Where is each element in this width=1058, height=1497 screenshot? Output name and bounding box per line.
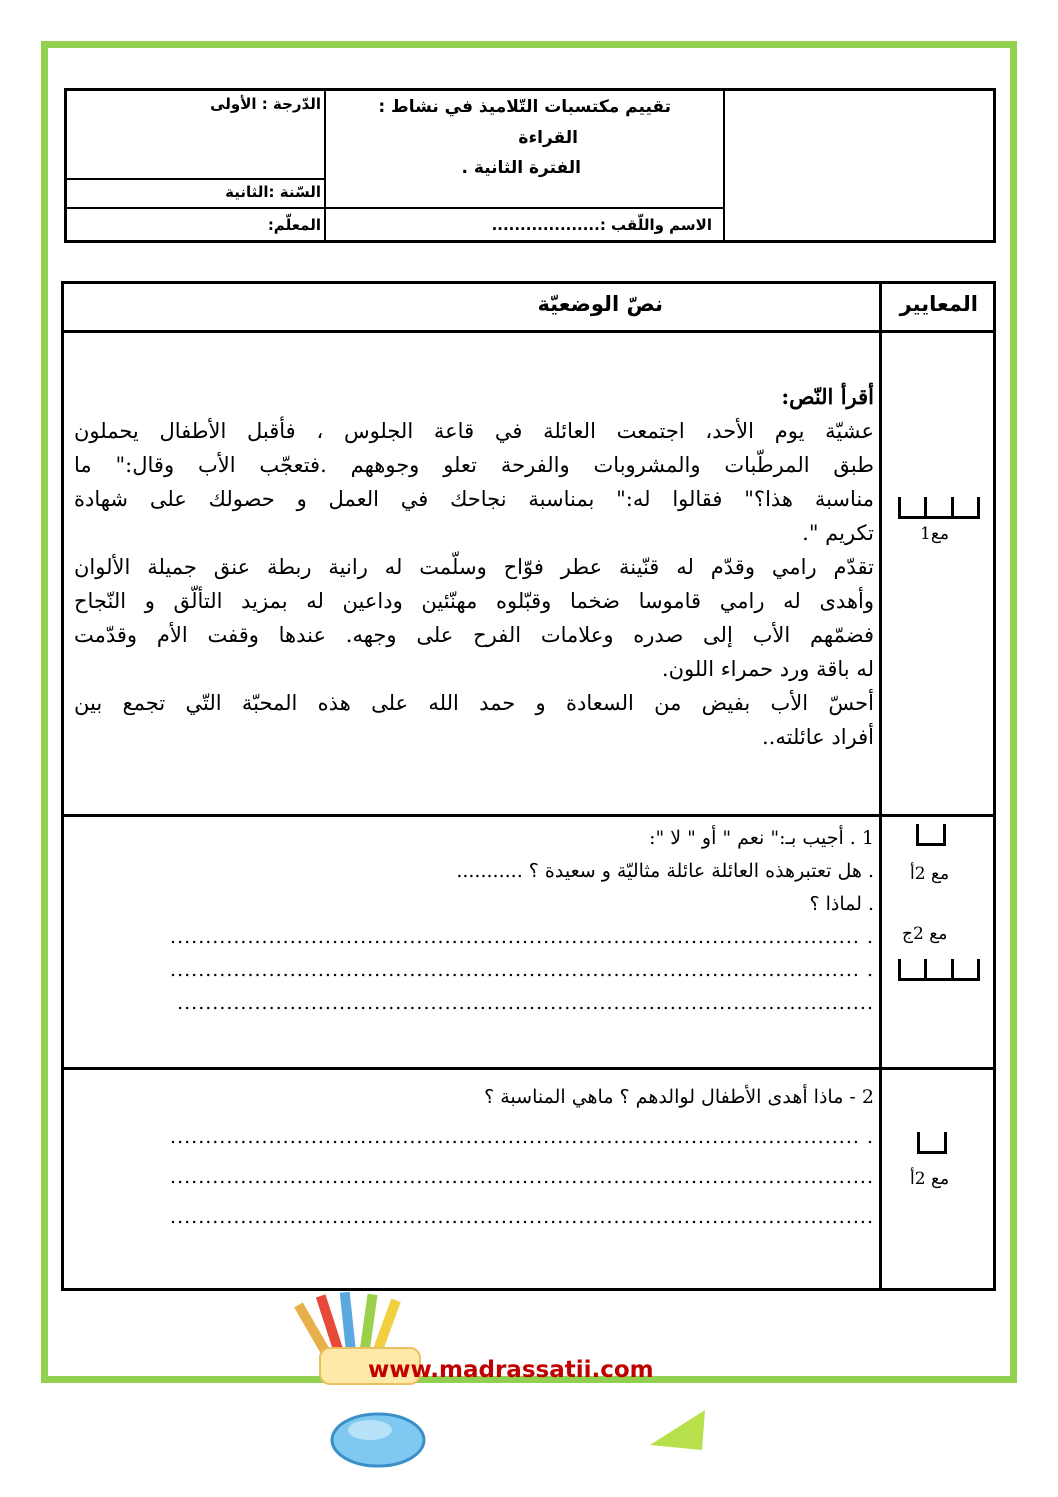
answer-line[interactable]: . .................................................................................................. xyxy=(170,1126,874,1148)
score-boxes xyxy=(898,497,980,519)
criterion-2c: مع 2ج xyxy=(902,924,948,944)
passage-line: مناسبة هذا؟" فقالوا له:" بمناسبة نجاحك في العمل و حصولك على شهادة xyxy=(74,487,874,511)
row-divider xyxy=(64,330,993,333)
criterion-1: مع1 xyxy=(920,524,949,544)
header-row-divider xyxy=(67,178,324,180)
score-boxes xyxy=(917,1132,947,1154)
period-label: الفترة الثانية . xyxy=(461,158,581,178)
student-name-field: الاسم واللّقب :................... xyxy=(491,216,712,234)
website-link[interactable]: www.madrassatii.com xyxy=(368,1357,654,1383)
text-header: نصّ الوضعيّة xyxy=(537,292,663,316)
header-col-divider xyxy=(324,91,326,240)
row-divider xyxy=(64,1067,993,1070)
score-boxes xyxy=(916,824,946,846)
answer-line[interactable]: ................................................................................................... xyxy=(177,992,874,1014)
question-1-title: 1 . أجيب بـ:" نعم " أو " لا ": xyxy=(649,827,874,849)
criteria-header: المعايير xyxy=(899,292,978,316)
passage-line: عشيّة يوم الأحد، اجتمعت العائلة في قاعة الجلوس ، فأقبل الأطفال يحملون xyxy=(74,419,874,443)
header-col-divider xyxy=(723,91,725,240)
question-1 xyxy=(78,822,874,1020)
passage-line: تقدّم رامي وقدّم له قنّينة عطر فوّاح وسلّمت له رانية ربطة عنق جميلة الألوان xyxy=(74,555,874,579)
criterion-2a: مع 2أ xyxy=(910,864,950,884)
answer-line[interactable]: .................................................................................................... xyxy=(170,1166,874,1188)
header-row-divider xyxy=(67,207,723,209)
evaluation-title: تقييم مكتسبات التّلاميذ في نشاط : xyxy=(378,97,671,117)
header-table xyxy=(64,88,996,243)
score-boxes xyxy=(898,959,980,981)
answer-line[interactable]: .................................................................................................... xyxy=(170,1206,874,1228)
question-2-title: 2 - ماذا أهدى الأطفال لوالدهم ؟ ماهي المناسبة ؟ xyxy=(484,1086,874,1108)
criteria-divider xyxy=(879,284,882,1288)
passage-heading: أقرأ النّص: xyxy=(781,384,874,409)
passage-line: تكريم ". xyxy=(802,521,874,545)
answer-line[interactable]: . .................................................................................................. xyxy=(170,959,874,981)
year-label: السّنة :الثانية xyxy=(225,183,321,201)
passage-line: أفراد عائلته.. xyxy=(762,725,874,749)
degree-label: الدّرجة : الأولى xyxy=(210,95,321,113)
passage-line: طبق المرطّبات والمشروبات والفرحة تعلو وجوههم .فتعجّب الأب وقال:" ما xyxy=(74,453,874,477)
criterion-2a: مع 2أ xyxy=(910,1169,950,1189)
passage xyxy=(74,380,874,754)
row-divider xyxy=(64,814,993,817)
teacher-label: المعلّم: xyxy=(267,216,321,234)
passage-line: وأهدى له رامي قاموسا ضخما وقبّلوه مهنّئين وداعين له بمزيد التألّق و النّجاح xyxy=(74,589,874,613)
passage-line: فضمّهم الأب إلى صدره وعلامات الفرح على وجهه. عندها وقفت الأم وقدّمت xyxy=(74,623,874,647)
passage-line: له باقة ورد حمراء اللون. xyxy=(661,657,874,681)
question-1-line: . لماذا ؟ xyxy=(809,893,874,915)
question-2 xyxy=(74,1077,874,1237)
passage-line: أحسّ الأب بفيض من السعادة و حمد الله على هذه المحبّة التّي تجمع بين xyxy=(74,691,874,715)
answer-line[interactable]: . .................................................................................................. xyxy=(170,926,874,948)
activity-name: القراءة xyxy=(518,128,578,148)
question-1-line: . هل تعتبرهذه العائلة عائلة مثاليّة و سعيدة ؟ ........... xyxy=(456,860,874,882)
main-table xyxy=(61,281,996,1291)
